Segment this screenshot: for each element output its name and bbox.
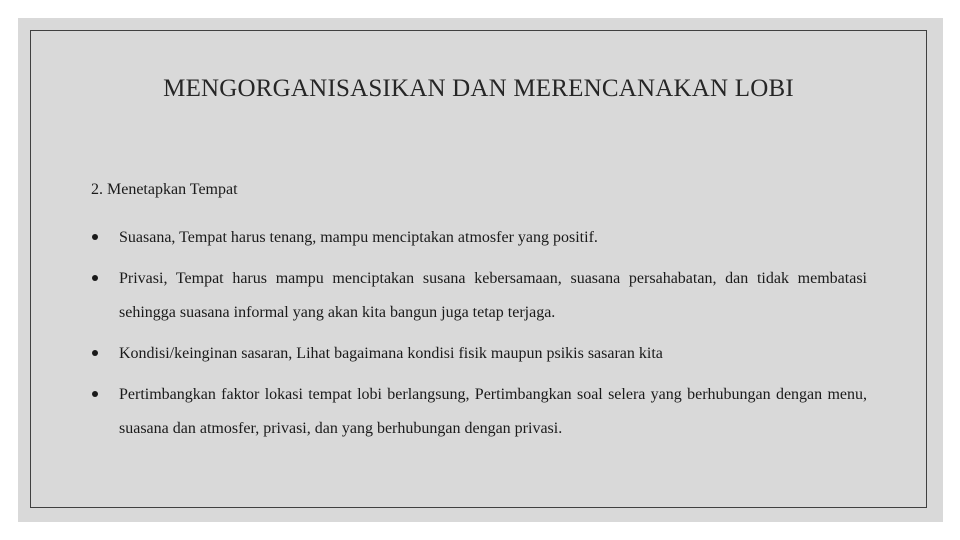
slide-title: MENGORGANISASIKAN DAN MERENCANAKAN LOBI	[163, 75, 794, 102]
bullet-item-suasana	[91, 221, 867, 255]
bullet-item-privasi	[91, 262, 867, 330]
bullet-dot-icon	[92, 391, 98, 397]
section-heading: 2. Menetapkan Tempat	[91, 181, 238, 198]
bullet-list	[91, 221, 867, 453]
bullet-text: Suasana, Tempat harus tenang, mampu menciptakan atmosfer yang positif.	[119, 229, 598, 246]
bullet-dot-icon	[92, 350, 98, 356]
slide-frame	[30, 30, 927, 508]
slide	[18, 18, 943, 522]
bullet-text: Kondisi/keinginan sasaran, Lihat bagaimana kondisi fisik maupun psikis sasaran kita	[119, 345, 663, 362]
bullet-dot-icon	[92, 275, 98, 281]
bullet-item-pertimbangkan	[91, 378, 867, 446]
bullet-text: Privasi, Tempat harus mampu menciptakan susana kebersamaan, suasana persahabatan, dan tidak membatasi sehingga suasana informal yang akan kita bangun juga tetap terjaga.	[119, 270, 867, 321]
bullet-text: Pertimbangkan faktor lokasi tempat lobi berlangsung, Pertimbangkan soal selera yang berhubungan dengan menu, suasana dan atmosfer, privasi, dan yang berhubungan dengan privasi.	[119, 386, 867, 437]
bullet-dot-icon	[92, 234, 98, 240]
bullet-item-kondisi	[91, 337, 867, 371]
